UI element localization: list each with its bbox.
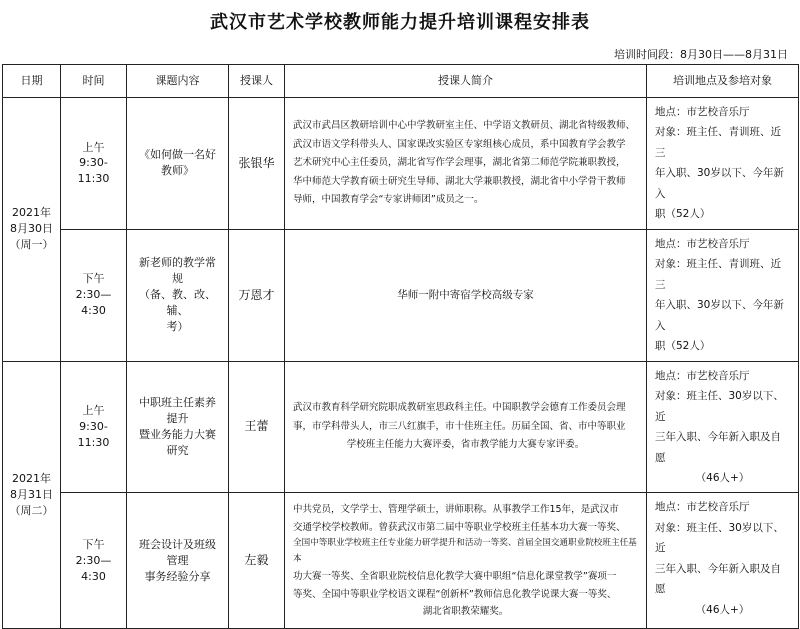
topic-cell: 班会设计及班级 管理 事务经验分享 bbox=[127, 493, 229, 629]
teacher-cell: 王蕾 bbox=[229, 361, 285, 493]
bio-cell: 武汉市武昌区教研培训中心中学教研室主任、中学语文教研员、湖北省特级教师、 武汉市语文学科带头人、国家课改实验区专家组核心成员，系中国教育学会教学 艺术研究中心主任委员，湖北省写作学会理事，湖北省第二师范学院兼职教授， 华中师范大学教育硕士研究生导师、湖北大学兼职教授，湖北省中小学骨干教师 导师，中国教育学会“专家讲师团”成员之一。 bbox=[285, 98, 647, 230]
date-cell: 2021年 8月30日 （周一） bbox=[3, 98, 61, 362]
training-period: 培训时间段：8月30日——8月31日 bbox=[614, 48, 788, 61]
bio-cell: 华师一附中寄宿学校高级专家 bbox=[285, 229, 647, 361]
teacher-cell: 万恩才 bbox=[229, 229, 285, 361]
table-row bbox=[3, 493, 799, 629]
table-row bbox=[3, 361, 799, 493]
time-cell: 下午 2:30—4:30 bbox=[61, 229, 127, 361]
header-location: 培训地点及参培对象 bbox=[647, 65, 799, 98]
time-cell: 上午 9:30-11:30 bbox=[61, 361, 127, 493]
header-row bbox=[3, 65, 799, 98]
topic-cell: 新老师的教学常 规 （备、教、改、辅、 考） bbox=[127, 229, 229, 361]
location-cell: 地点：市艺校音乐厅 对象：班主任、青训班、近三 年入职、30岁以下、今年新入 职（52人） bbox=[647, 98, 799, 230]
topic-cell: 《如何做一名好 教师》 bbox=[127, 98, 229, 230]
teacher-cell: 左毅 bbox=[229, 493, 285, 629]
header-bio: 授课人简介 bbox=[285, 65, 647, 98]
location-cell: 地点：市艺校音乐厅 对象：班主任、青训班、近三 年入职、30岁以下、今年新入 职（52人） bbox=[647, 229, 799, 361]
bio-cell: 武汉市教育科学研究院职成教研室思政科主任。中国职教学会德育工作委员会理 事，市学科带头人，市三八红旗手，市十佳班主任。历届全国、省、市中等职业 学校班主任能力大赛评委，省市教学能力大赛专家评委。 bbox=[285, 361, 647, 493]
teacher-cell: 张银华 bbox=[229, 98, 285, 230]
header-time: 时间 bbox=[61, 65, 127, 98]
table-row bbox=[3, 229, 799, 361]
location-cell: 地点：市艺校音乐厅 对象：班主任、30岁以下、近 三年入职、今年新入职及自愿 （46人+） bbox=[647, 361, 799, 493]
header-topic: 课题内容 bbox=[127, 65, 229, 98]
page-title: 武汉市艺术学校教师能力提升培训课程安排表 bbox=[210, 12, 590, 33]
header-date: 日期 bbox=[3, 65, 61, 98]
table-row bbox=[3, 98, 799, 230]
date-cell: 2021年 8月31日 （周二） bbox=[3, 361, 61, 629]
time-cell: 上午 9:30-11:30 bbox=[61, 98, 127, 230]
bio-cell: 中共党员，文学学士、管理学硕士，讲师职称。从事教学工作15年，是武汉市 交通学校学校教师。曾获武汉市第二届中等职业学校班主任基本功大赛一等奖、 全国中等职业学校班主任专业能力研学提升和活动一等奖、首届全国交通职业院校班主任基本 功大赛一等奖、全省职业院校信息化教学大赛中职组“信息化课堂教学”赛项一 等奖、全国中等职业学校语文课程“创新杯”教师信息化教学说课大赛一等奖、 湖北省职教荣耀奖。 bbox=[285, 493, 647, 629]
schedule-table bbox=[2, 64, 799, 629]
header-teacher: 授课人 bbox=[229, 65, 285, 98]
time-cell: 下午 2:30—4:30 bbox=[61, 493, 127, 629]
location-cell: 地点：市艺校音乐厅 对象：班主任、30岁以下、近 三年入职、今年新入职及自愿 （46人+） bbox=[647, 493, 799, 629]
topic-cell: 中职班主任素养 提升 暨业务能力大赛 研究 bbox=[127, 361, 229, 493]
